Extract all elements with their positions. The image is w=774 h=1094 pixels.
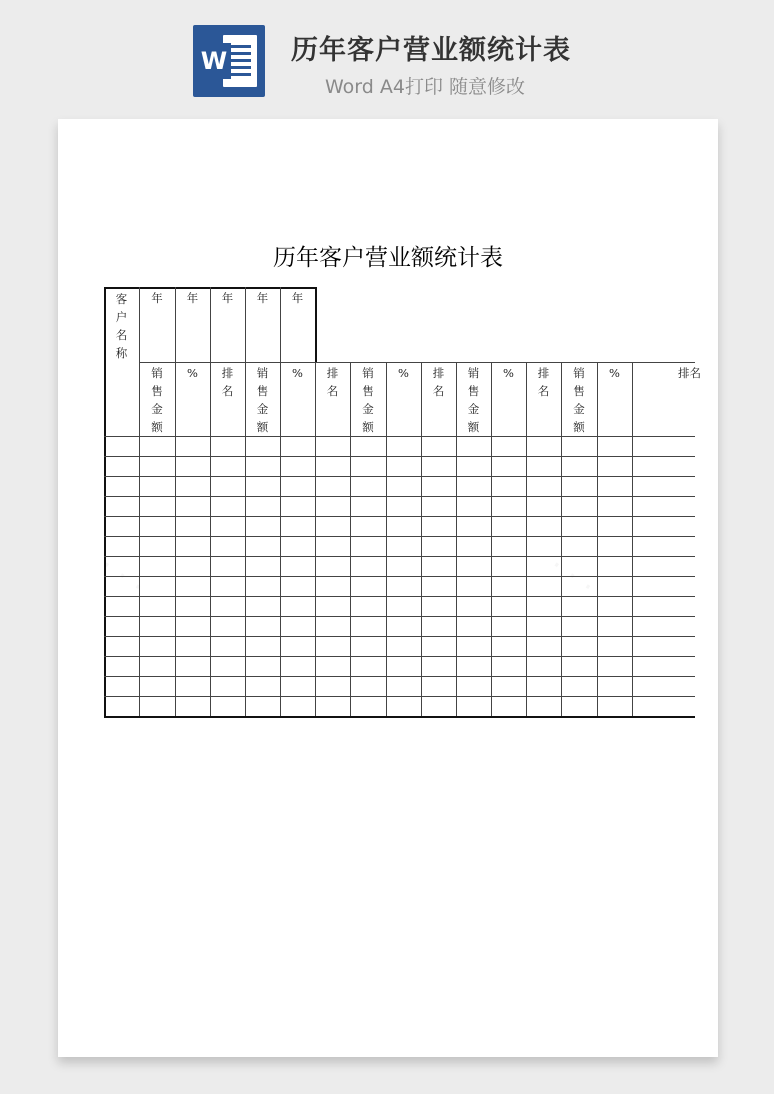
table-rule — [315, 362, 316, 716]
table-rule — [104, 596, 695, 597]
table-rule — [104, 656, 695, 657]
table-rule — [421, 362, 422, 716]
table-rule — [139, 362, 140, 716]
page-title: 历年客户营业额统计表 — [291, 35, 571, 66]
rank-header: 排名 — [221, 366, 234, 398]
table-rule — [104, 616, 695, 617]
header — [0, 0, 774, 110]
table-rule — [280, 362, 281, 716]
table-rule — [104, 716, 695, 718]
percent-header: % — [503, 366, 514, 380]
table-rule — [386, 362, 387, 716]
rank-header-cutoff: 排名 — [678, 366, 701, 380]
page-subtitle: Word A4打印 随意修改 — [325, 76, 526, 98]
year-header: 年 — [151, 291, 163, 305]
table-rule — [104, 536, 695, 537]
year-header: 年 — [186, 291, 199, 305]
table-rule — [104, 456, 695, 457]
table-rule — [104, 676, 695, 677]
sales-amount-header: 销售金额 — [467, 366, 480, 434]
table-rule — [491, 362, 492, 716]
rank-header: 排名 — [537, 366, 550, 398]
sales-amount-header: 销售金额 — [362, 366, 374, 434]
table-rule — [139, 362, 695, 363]
word-badge: W — [197, 43, 231, 79]
rank-header: 排名 — [326, 366, 339, 398]
percent-header: % — [609, 366, 620, 380]
table-rule — [104, 496, 695, 497]
year-header: 年 — [256, 291, 269, 305]
table-rule — [104, 436, 695, 437]
sales-amount-header: 销售金额 — [151, 366, 163, 434]
table-rule — [104, 287, 106, 717]
year-header: 年 — [221, 291, 234, 305]
table-rule — [526, 362, 527, 716]
percent-header: % — [292, 366, 303, 380]
document-page — [58, 119, 718, 1057]
table-rule — [597, 362, 598, 716]
document-title: 历年客户营业额统计表 — [273, 245, 503, 271]
table-rule — [315, 287, 317, 362]
table-rule — [632, 362, 633, 716]
table-rule — [245, 362, 246, 716]
rank-header: 排名 — [432, 366, 445, 398]
table-rule — [104, 696, 695, 697]
percent-header: % — [398, 366, 409, 380]
table-rule — [104, 636, 695, 637]
table-rule — [456, 362, 457, 716]
sales-amount-header: 销售金额 — [573, 366, 585, 434]
word-document-icon — [193, 25, 265, 97]
customer-name-header: 客户名称 — [115, 292, 128, 360]
sales-amount-header: 销售金额 — [256, 366, 269, 434]
table-rule — [104, 476, 695, 477]
table-rule — [561, 362, 562, 716]
percent-header: % — [187, 366, 198, 380]
table-rule — [350, 362, 351, 716]
table-rule — [104, 556, 695, 557]
table-rule — [210, 362, 211, 716]
year-header: 年 — [291, 291, 304, 305]
table-rule — [104, 516, 695, 517]
table-rule — [175, 362, 176, 716]
table-rule — [104, 576, 695, 577]
